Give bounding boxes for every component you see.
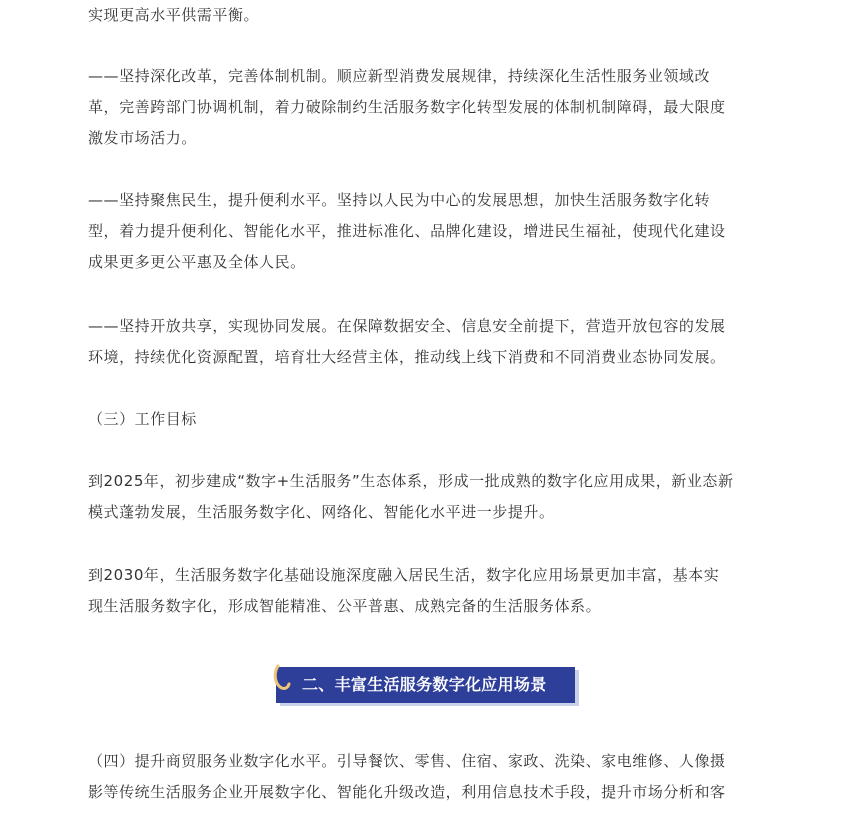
paragraph-1 — [88, 0, 768, 31]
paragraph-line: 革，完善跨部门协调机制，着力破除制约生活服务数字化转型发展的体制机制障碍，最大限度 — [88, 98, 726, 116]
section-heading-text: 二、丰富生活服务数字化应用场景 — [302, 675, 547, 694]
paragraph-line: 现生活服务数字化，形成智能精准、公平普惠、成熟完备的生活服务体系。 — [88, 597, 602, 615]
paragraph-line: 到2030年，生活服务数字化基础设施深度融入居民生活，数字化应用场景更加丰富，基本实 — [88, 566, 720, 584]
paragraph-line: 型，着力提升便利化、智能化水平，推进标准化、品牌化建设，增进民生福祉，使现代化建设 — [88, 222, 726, 240]
paragraph-line: （三）工作目标 — [88, 410, 197, 428]
heading-banner — [276, 667, 575, 703]
paragraph-line: 模式蓬勃发展，生活服务数字化、网络化、智能化水平进一步提升。 — [88, 503, 555, 521]
section-heading — [276, 664, 581, 708]
paragraph-line: ——坚持深化改革，完善体制机制。顺应新型消费发展规律，持续深化生活性服务业领域改 — [88, 67, 711, 85]
subheading-work-goals — [88, 404, 768, 435]
paragraph-line: 成果更多更公平惠及全体人民。 — [88, 253, 306, 271]
paragraph-open-sharing — [88, 311, 768, 373]
paragraph-line: 到2025年，初步建成“数字+生活服务”生态体系，形成一批成熟的数字化应用成果，新业态新 — [88, 472, 734, 490]
paragraph-line: ——坚持开放共享，实现协同发展。在保障数据安全、信息安全前提下，营造开放包容的发展 — [88, 317, 726, 335]
paragraph-line: ——坚持聚焦民生，提升便利水平。坚持以人民为中心的发展思想，加快生活服务数字化转 — [88, 191, 711, 209]
paragraph-commerce-digital — [88, 746, 768, 808]
hook-ornament-icon — [272, 662, 294, 692]
paragraph-line: 环境，持续优化资源配置，培育壮大经营主体，推动线上线下消费和不同消费业态协同发展。 — [88, 348, 726, 366]
paragraph-line: 实现更高水平供需平衡。 — [88, 6, 260, 24]
paragraph-line: 激发市场活力。 — [88, 129, 197, 147]
paragraph-focus-livelihood — [88, 185, 768, 278]
paragraph-line: （四）提升商贸服务业数字化水平。引导餐饮、零售、住宿、家政、洗染、家电维修、人像摄 — [88, 752, 726, 770]
paragraph-line: 影等传统生活服务企业开展数字化、智能化升级改造，利用信息技术手段，提升市场分析和客 — [88, 783, 726, 801]
paragraph-goal-2030 — [88, 560, 768, 622]
paragraph-goal-2025 — [88, 466, 768, 528]
paragraph-deepen-reform — [88, 61, 768, 154]
